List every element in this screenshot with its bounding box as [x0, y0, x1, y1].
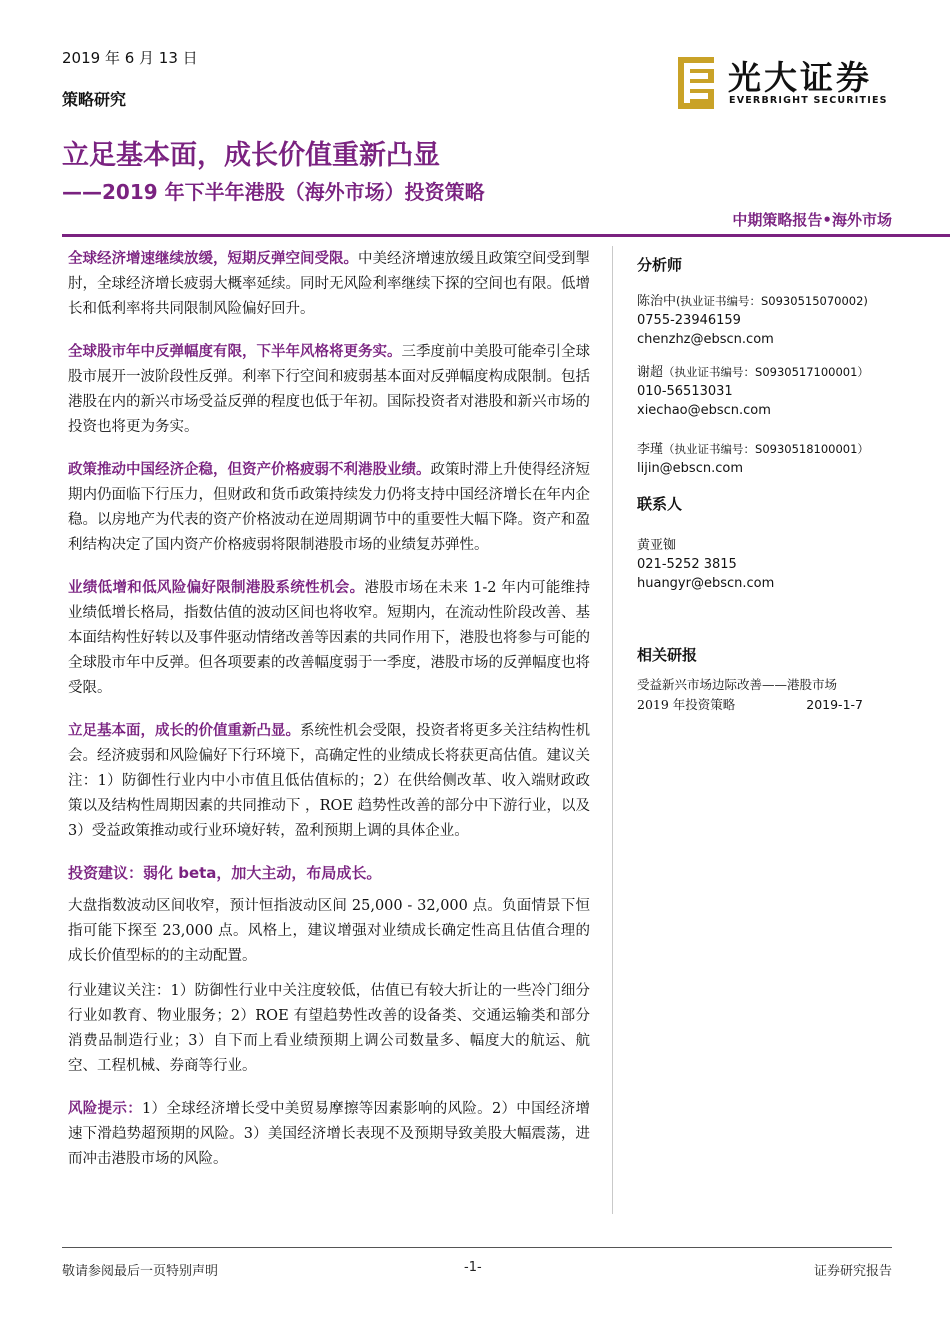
analyst-cert: （执业证书编号：S0930518100001）: [663, 442, 869, 456]
footer-report-label: 证券研究报告: [813, 1264, 892, 1279]
summary-paragraph: [68, 247, 590, 322]
risk-text: 1）全球经济增长受中美贸易摩擦等因素影响的风险。2）中国经济增速下滑趋势超预期的风险。3）美国经济增长表现不及预期导致美股大幅震荡，进而冲击港股市场的风险。: [68, 1101, 591, 1167]
paragraph-text: 港股市场在未来 1-2 年内可能维持业绩低增长格局，指数估值的波动区间也将收窄。短期内，在流动性阶段改善、基本面结构性好转以及事件驱动情绪改善等因素的共同作用下，港股也将参与可能的全球股市年中反弹。但各项要素的改善幅度弱于一季度，港股市场的反弹幅度也将受限。: [68, 580, 591, 696]
contact-heading: 联系人: [637, 495, 683, 513]
analyst-card: [637, 363, 892, 420]
paragraph-highlight: 业绩低增和低风险偏好限制港股系统性机会。: [68, 580, 365, 596]
paragraph-highlight: 政策推动中国经济企稳，但资产价格疲弱不利港股业绩。: [68, 462, 431, 478]
summary-paragraph: [68, 340, 590, 440]
main-content: [68, 247, 590, 1190]
analyst-name: 陈治中: [637, 294, 677, 309]
footer-divider: [62, 1247, 892, 1248]
related-report-date: 2019-1-7: [806, 697, 863, 712]
paragraph-text: 中美经济增速放缓且政策空间受到掣肘，全球经济增长疲弱大概率延续。同时无风险利率继续下探的空间也有限。低增长和低利率将共同限制风险偏好回升。: [68, 251, 590, 317]
page-number: -1-: [464, 1260, 482, 1275]
analyst-card: [637, 440, 892, 478]
report-date: 2019 年 6 月 13 日: [62, 49, 198, 67]
summary-paragraph: [68, 576, 590, 701]
paragraph-highlight: 全球经济增速继续放缓，短期反弹空间受限。: [68, 251, 358, 267]
logo-english-name: EVERBRIGHT SECURITIES: [729, 95, 888, 106]
related-report[interactable]: [637, 675, 892, 715]
analyst-name: 李瑾: [637, 442, 664, 457]
analyst-phone: 0755-23946159: [637, 313, 741, 328]
analyst-cert: （执业证书编号：S0930517100001）: [663, 365, 869, 379]
analyst-phone: 010-56513031: [637, 384, 733, 399]
logo-chinese-name: 光大证券: [728, 58, 872, 97]
contact-card: [637, 536, 892, 593]
paragraph-text: 系统性机会受限，投资者将更多关注结构性机会。经济疲弱和风险偏好下行环境下，高确定性的业绩成长将获更高估值。建议关注：1）防御性行业内中小市值且低估值标的；2）在供给侧改革、收入端财政政策以及结构性周期因素的共同推动下 ，ROE 趋势性改善的部分中下游行业，以及 3）受益政策推动或行业环境好转，盈利预期上调的具体企业。: [68, 723, 590, 839]
report-type: 中期策略报告•海外市场: [732, 211, 892, 229]
risk-paragraph: [68, 1097, 590, 1172]
analyst-email[interactable]: xiechao@ebscn.com: [637, 403, 771, 418]
investment-paragraph: 大盘指数波动区间收窄，预计恒指波动区间 25,000 - 32,000 点。负面情景下恒指可能下探至 23,000 点。风格上，建议增强对业绩成长确定性高且估值合理的成长价值型标的的主动配置。: [68, 898, 590, 964]
paragraph-text: 政策时滞上升使得经济短期内仍面临下行压力，但财政和货币政策持续发力仍将支持中国经济增长在年内企稳。以房地产为代表的资产价格波动在逆周期调节中的重要性大幅下降。资产和盈利结构决定了国内资产价格疲弱将限制港股市场的业绩复苏弹性。: [68, 462, 590, 553]
contact-email[interactable]: huangyr@ebscn.com: [637, 576, 775, 591]
related-report-title-cont: 2019 年投资策略: [637, 697, 736, 712]
footer-disclaimer: 敬请参阅最后一页特别声明: [62, 1264, 219, 1279]
company-logo: [678, 55, 893, 117]
header-divider: [62, 234, 950, 237]
summary-paragraph: [68, 458, 590, 558]
investment-advice-heading: 投资建议：弱化 beta，加大主动，布局成长。: [68, 864, 382, 882]
risk-label: 风险提示：: [68, 1101, 143, 1117]
analyst-email[interactable]: lijin@ebscn.com: [637, 461, 743, 476]
analysts-heading: 分析师: [637, 256, 683, 274]
contact-phone: 021-5252 3815: [637, 557, 737, 572]
report-subtitle: ——2019 年下半年港股（海外市场）投资策略: [62, 180, 485, 204]
paragraph-highlight: 立足基本面，成长的价值重新凸显。: [68, 723, 300, 739]
analyst-cert: (执业证书编号：S0930515070002): [676, 294, 868, 308]
industry-paragraph: 行业建议关注：1）防御性行业中关注度较低，估值已有较大折让的一些冷门细分行业如教育、物业服务；2）ROE 有望趋势性改善的设备类、交通运输类和部分消费品制造行业；3）自下而上看业绩预期上调公司数量多、幅度大的航运、航空、工程机械、券商等行业。: [68, 983, 590, 1074]
column-divider: [612, 246, 613, 1214]
report-title: 立足基本面，成长价值重新凸显: [62, 140, 440, 171]
summary-paragraph: [68, 719, 590, 844]
sidebar: [637, 253, 892, 715]
logo-mark-icon: [678, 57, 714, 109]
contact-name: 黄亚铷: [637, 538, 677, 553]
paragraph-text: 三季度前中美股可能牵引全球股市展开一波阶段性反弹。利率下行空间和疲弱基本面对反弹幅度构成限制。包括港股在内的新兴市场受益反弹的程度也低于年初。国际投资者对港股和新兴市场的投资也将更为务实。: [68, 344, 590, 435]
related-research-heading: 相关研报: [637, 646, 698, 664]
analyst-email[interactable]: chenzhz@ebscn.com: [637, 332, 774, 347]
paragraph-highlight: 全球股市年中反弹幅度有限，下半年风格将更务实。: [68, 344, 402, 360]
report-category: 策略研究: [62, 90, 127, 109]
related-report-title: 受益新兴市场边际改善——港股市场: [637, 677, 838, 692]
analyst-card: [637, 292, 892, 349]
analyst-name: 谢超: [637, 365, 664, 380]
